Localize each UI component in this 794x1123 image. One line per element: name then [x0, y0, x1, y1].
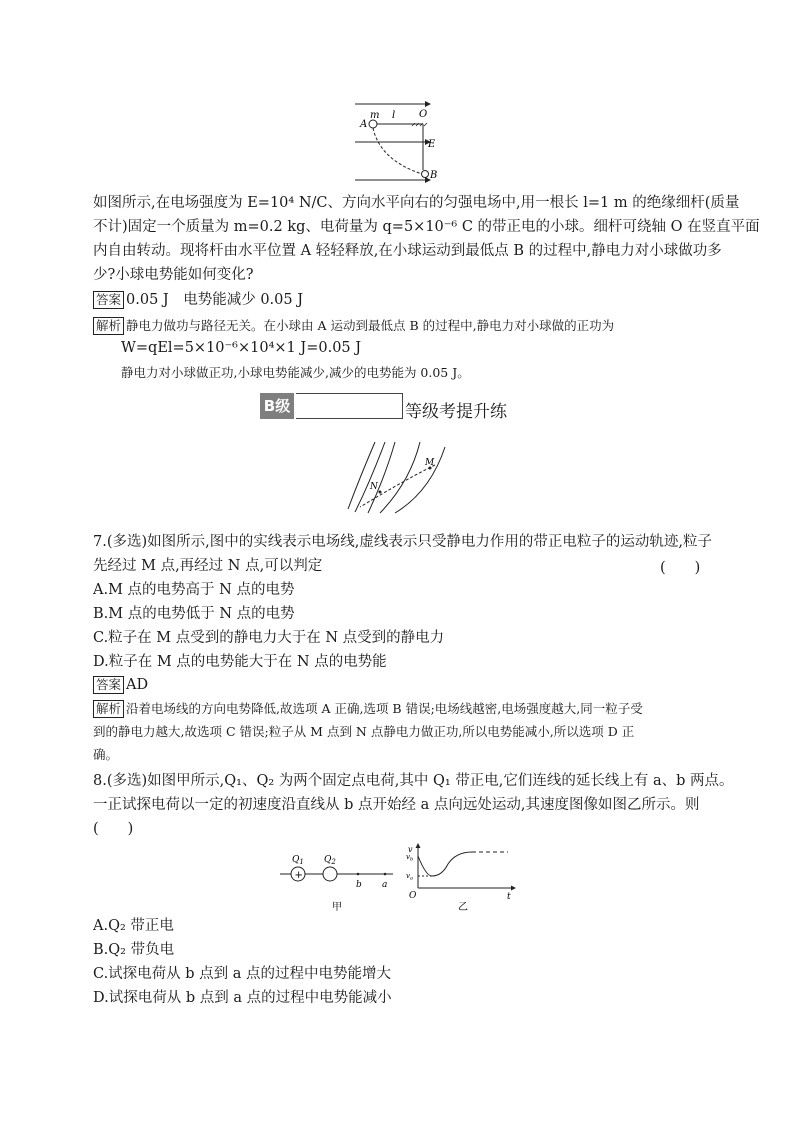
q8-answer-paren: ( ) — [93, 821, 134, 837]
pendulum-field-figure — [350, 98, 440, 188]
section-level-badge: B级 — [260, 393, 294, 419]
field-lines-figure — [340, 437, 460, 517]
q7-answer-paren: ( ) — [660, 560, 701, 576]
q7-analysis-2: 到的静电力越大,故选项 C 错误;粒子从 M 点到 N 点静电力做正功,所以电势能减小,所以选项 D 正 — [93, 724, 635, 739]
label-va: $v_a$ — [406, 872, 413, 882]
q7-analysis-text-1: 沿着电场线的方向电势降低,故选项 A 正确,选项 B 错误;电场线越密,电场强度越大,同一粒子受 — [126, 701, 643, 716]
label-origin: O — [409, 891, 417, 901]
q8-option-a: A.Q₂ 带正电 — [93, 918, 174, 934]
label-m: m — [370, 110, 380, 121]
label-a-point: a — [382, 880, 388, 890]
label-b: B — [430, 170, 438, 181]
q6-answer — [93, 290, 303, 310]
q6-line-3: 内自由转动。现将杆由水平位置 A 轻轻释放,在小球运动到最低点 B 的过程中,静电力对小球做功多 — [93, 243, 722, 259]
label-e: E — [428, 139, 436, 150]
q8-option-d: D.试探电荷从 b 点到 a 点的过程中电势能减小 — [93, 990, 392, 1006]
q6-line-4: 少?小球电势能如何变化? — [93, 267, 254, 283]
q6-analysis-3: 静电力对小球做正功,小球电势能减少,减少的电势能为 0.05 J。 — [121, 365, 470, 380]
q6-answer-text: 0.05 J 电势能减少 0.05 J — [126, 292, 304, 308]
q7-answer — [93, 675, 148, 695]
q7-stem-1: 7.(多选)如图所示,图中的实线表示电场线,虚线表示只受静电力作用的带正电粒子的运动轨迹,粒子 — [93, 534, 712, 550]
q8-option-b: B.Q₂ 带负电 — [93, 942, 175, 958]
answer-tag: 答案 — [93, 291, 124, 309]
q8-option-c: C.试探电荷从 b 点到 a 点的过程中电势能增大 — [93, 966, 392, 982]
caption-jia: 甲 — [332, 902, 342, 913]
section-title: 等级考提升练 — [405, 402, 507, 422]
label-q1: $Q_1$ — [292, 855, 304, 866]
label-m-point: M — [425, 458, 435, 468]
q7-option-b: B.M 点的电势低于 N 点的电势 — [93, 606, 295, 622]
q8-stem-1: 8.(多选)如图甲所示,Q₁、Q₂ 为两个固定点电荷,其中 Q₁ 带正电,它们连线的延长线上有 a、b 两点。 — [93, 773, 734, 789]
caption-yi: 乙 — [458, 902, 468, 913]
q7-option-a: A.M 点的电势高于 N 点的电势 — [93, 582, 295, 598]
section-bar — [296, 393, 403, 419]
q6-analysis-2: W=qEl=5×10⁻⁶×10⁴×1 J=0.05 J — [121, 340, 362, 356]
label-l: l — [392, 110, 396, 121]
q6-analysis-1 — [93, 316, 614, 336]
analysis-tag: 解析 — [93, 317, 124, 335]
q7-stem-2: 先经过 M 点,再经过 N 点,可以判定 — [93, 558, 323, 574]
label-n-point: N — [370, 482, 378, 492]
label-o: O — [419, 109, 428, 120]
q7-analysis-3: 确。 — [93, 747, 119, 762]
q7-option-c: C.粒子在 M 点受到的静电力大于在 N 点受到的静电力 — [93, 630, 445, 646]
q6-line-2: 不计)固定一个质量为 m=0.2 kg、电荷量为 q=5×10⁻⁶ C 的带正电的小球。细杆可绕轴 O 在竖直平面 — [93, 219, 760, 235]
label-t-axis: t — [507, 892, 511, 902]
label-q2: $Q_2$ — [324, 855, 336, 866]
q7-answer-text: AD — [126, 677, 149, 693]
q7-analysis-1 — [93, 699, 643, 719]
label-vb: $v_b$ — [406, 853, 414, 863]
q6-analysis-text-1: 静电力做功与路径无关。在小球由 A 运动到最低点 B 的过程中,静电力对小球做的正功为 — [126, 318, 615, 333]
answer-tag: 答案 — [93, 676, 124, 694]
label-a: A — [360, 119, 368, 130]
charges-figure — [278, 848, 398, 914]
analysis-tag: 解析 — [93, 700, 124, 718]
label-v-axis: v — [408, 845, 413, 854]
q8-stem-2: 一正试探电荷以一定的初速度沿直线从 b 点开始经 a 点向远处运动,其速度图像如图乙所示。则 — [93, 797, 700, 813]
q7-option-d: D.粒子在 M 点的电势能大于在 N 点的电势能 — [93, 654, 387, 670]
label-b-point: b — [356, 880, 362, 890]
velocity-time-graph — [400, 838, 520, 914]
plus-sign: + — [294, 870, 303, 881]
q6-line-1: 如图所示,在电场强度为 E=10⁴ N/C、方向水平向右的匀强电场中,用一根长 l=1 m 的绝缘细杆(质量 — [93, 195, 740, 211]
